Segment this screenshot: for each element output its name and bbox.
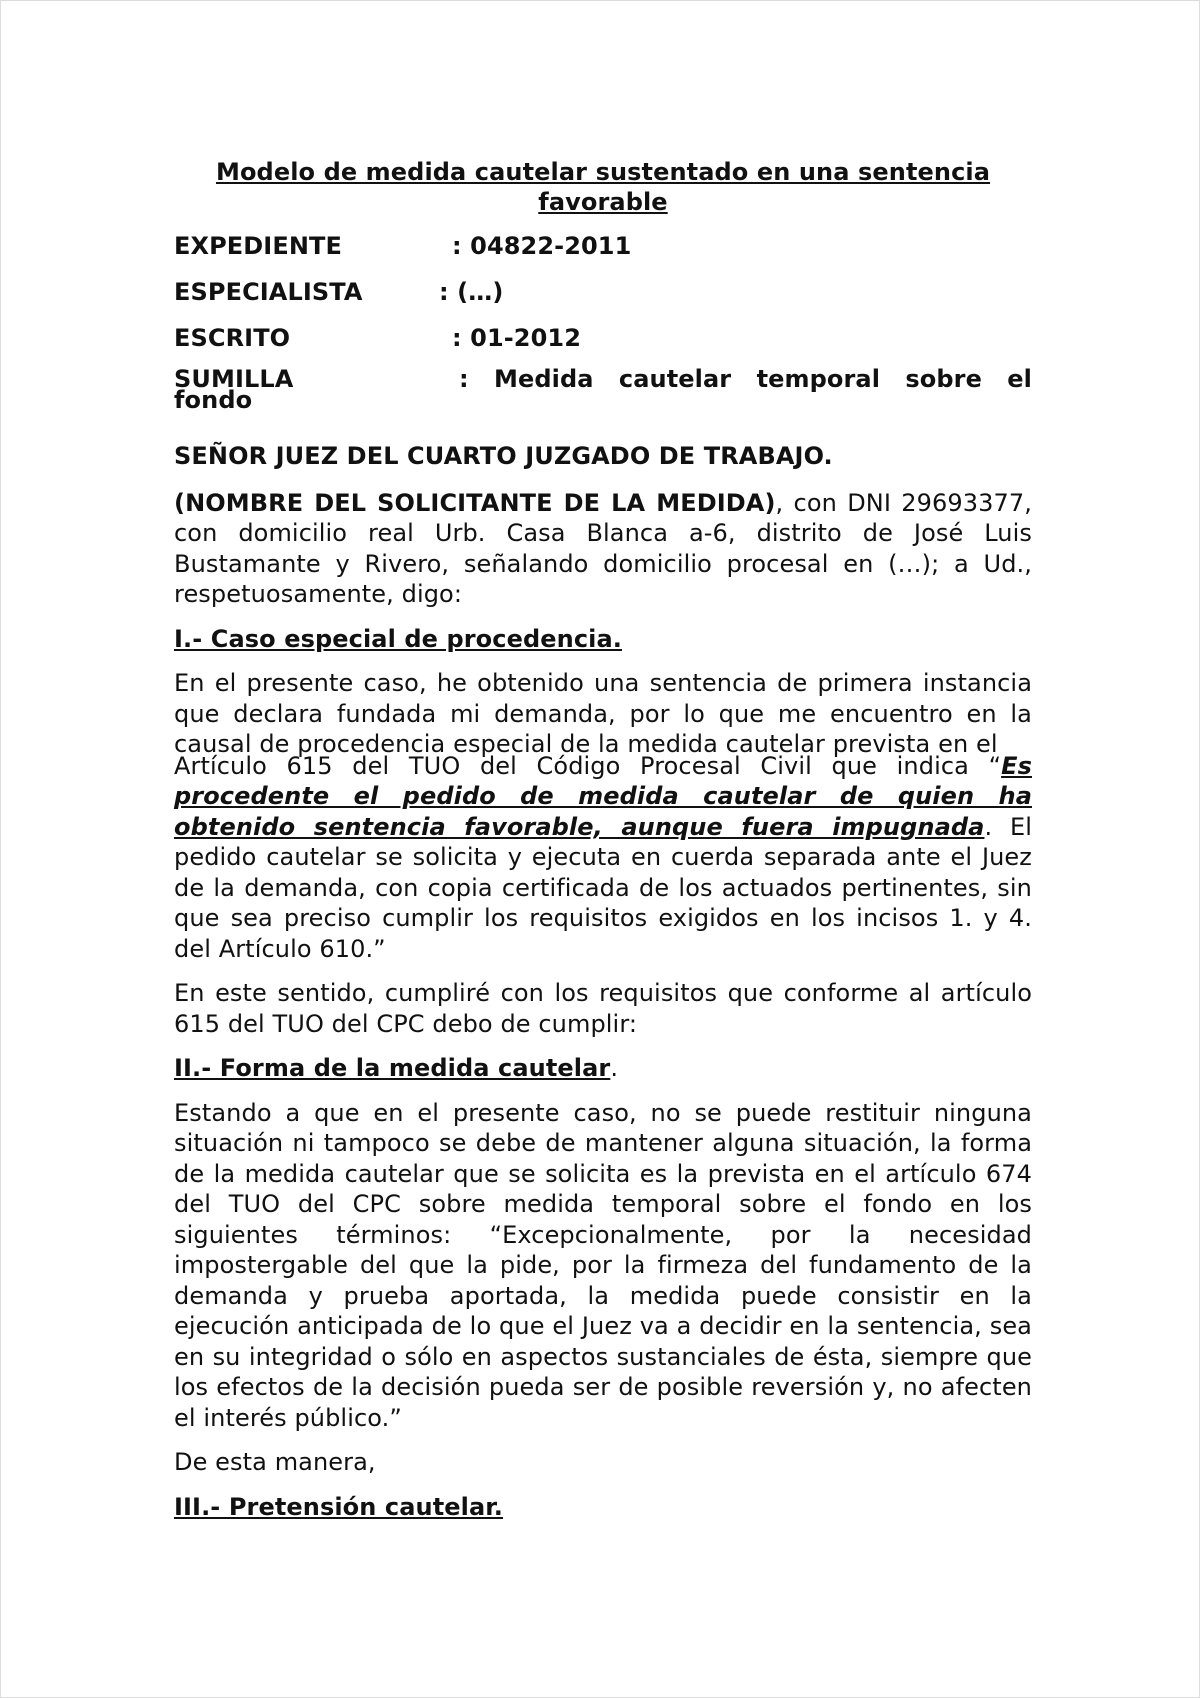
header-label: ESPECIALISTA [174, 278, 363, 306]
sumilla-block [174, 365, 1032, 414]
document-body [174, 157, 1032, 1536]
header-expediente [174, 231, 1032, 261]
section-1-paragraph-3: En este sentido, cumpliré con los requisitos que conforme al artículo 615 del TUO del CPC debo de cumplir: [174, 979, 1032, 1038]
intro-paragraph [174, 488, 1032, 610]
section-2-heading-suffix: . [610, 1054, 619, 1082]
section-1-paragraph-1: En el presente caso, he obtenido una sentencia de primera instancia que declara fundada mi demanda, por lo que me encuentro en la causal de procedencia especial de la medida cautelar prevista en el [174, 669, 1032, 758]
intro-text: , con DNI 29693377, con domicilio real Urb. Casa Blanca a-6, distrito de José Luis Bustamante y Rivero, señalando domicilio procesal en (…); a Ud., respetuosamente, digo: [174, 488, 1032, 608]
section-2-paragraph-2: De esta manera, [174, 1448, 376, 1476]
article-615-rest: . El pedido cautelar se solicita y ejecuta en cuerda separada ante el Juez de la demanda, con copia certificada de los actuados pertinentes, sin que sea preciso cumplir los requisitos exigidos en los incisos 1. y 4. del Artículo 610.” [174, 812, 1032, 963]
addressee: SEÑOR JUEZ DEL CUARTO JUZGADO DE TRABAJO. [174, 442, 833, 470]
section-1-paragraph-2 [174, 751, 1032, 965]
document-title: Modelo de medida cautelar sustentado en una sentencia favorable [215, 158, 991, 216]
header-especialista [174, 277, 1032, 307]
header-value: : (…) [439, 278, 504, 306]
section-2-heading [174, 1053, 1032, 1084]
sumilla-continuation: fondo [174, 386, 253, 414]
section-1-body [174, 668, 1032, 964]
header-label: EXPEDIENTE [174, 232, 342, 260]
header-escrito [174, 323, 1032, 353]
section-1-heading: I.- Caso especial de procedencia. [174, 624, 622, 653]
section-2-heading-text: II.- Forma de la medida cautelar [174, 1054, 611, 1082]
article-615-intro: Artículo 615 del TUO del Código Procesal Civil que indica “ [174, 751, 1002, 780]
sumilla-line [174, 365, 1032, 393]
article-615-quote: Es procedente el pedido de medida cautelar de quien ha obtenido sentencia favorable, aunque fuera impugnada [174, 751, 1032, 841]
section-2-paragraph-1: Estando a que en el presente caso, no se puede restituir ninguna situación ni tampoco se debe de mantener alguna situación, la forma de la medida cautelar que se solicita es la prevista en el artículo 674 del TUO del CPC sobre medida temporal sobre el fondo en los siguientes términos: “Excepcionalmente, por la necesidad impostergable del que la pide, por la firmeza del fundamento de la demanda y prueba aportada, la medida puede consistir en la ejecución anticipada de lo que el Juez va a decidir en la sentencia, sea en su integridad o sólo en aspectos sustanciales de ésta, siempre que los efectos de la decisión pueda ser de posible reversión y, no afecten el interés público.” [174, 1098, 1032, 1432]
sumilla-value: : Medida cautelar temporal sobre el [459, 365, 1032, 393]
header-label: ESCRITO [174, 324, 291, 352]
section-3-heading: III.- Pretensión cautelar. [174, 1492, 504, 1521]
header-value: : 01-2012 [452, 324, 582, 352]
applicant-name: (NOMBRE DEL SOLICITANTE DE LA MEDIDA) [174, 488, 776, 517]
sumilla-label: SUMILLA [174, 365, 294, 393]
header-value: : 04822-2011 [452, 232, 632, 260]
